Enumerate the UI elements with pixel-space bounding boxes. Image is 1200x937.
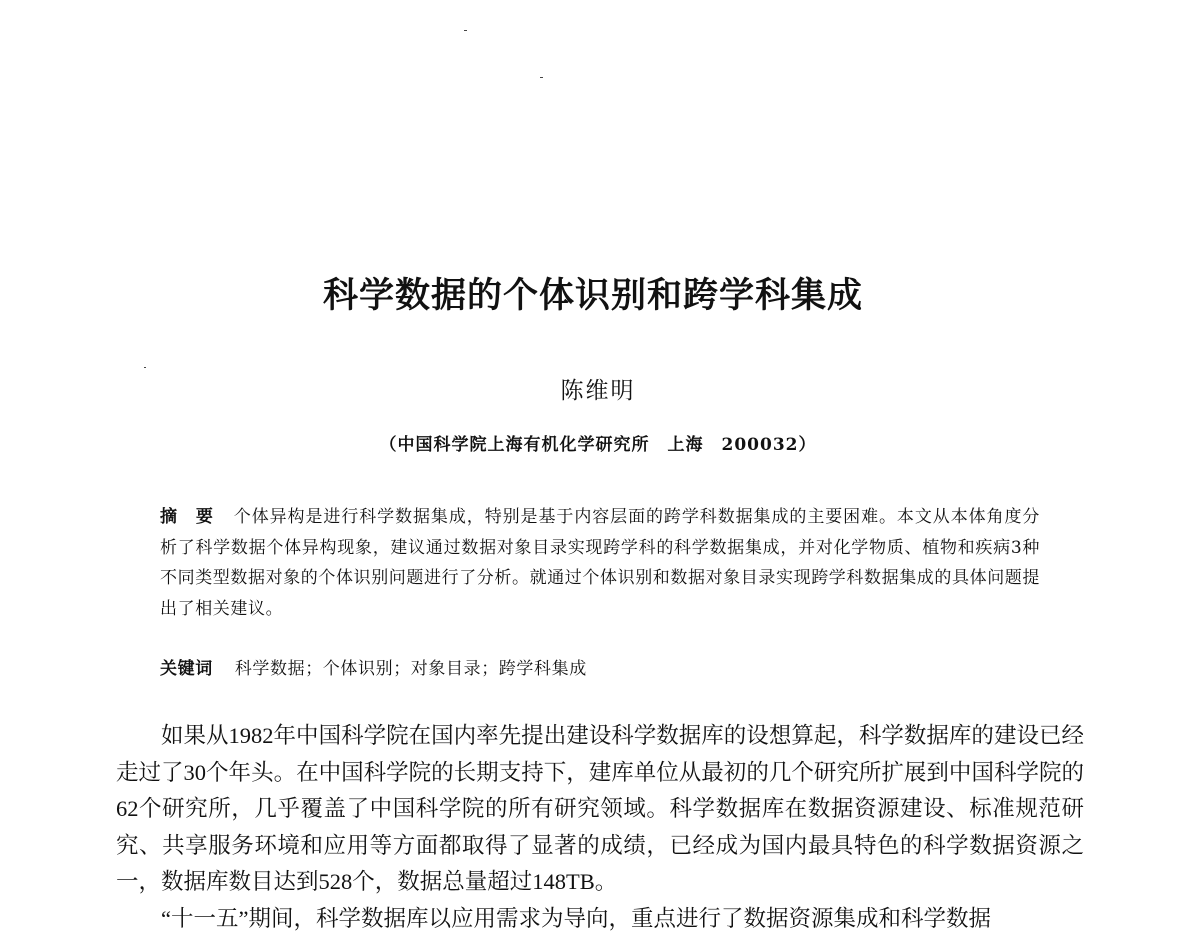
abstract-text: 个体异构是进行科学数据集成，特别是基于内容层面的跨学科数据集成的主要困难。本文从本体角度分析了科学数据个体异构现象，建议通过数据对象目录实现跨学科的科学数据集成，并对化学物质、植物和疾病3种不同类型数据对象的个体识别问题进行了分析。就通过个体识别和数据对象目录实现跨学科数据集成的具体问题提出了相关建议。	[160, 507, 1040, 619]
body-text	[116, 718, 1084, 937]
keywords	[160, 654, 1040, 679]
scan-speck	[464, 30, 467, 31]
keywords-label: 关键词	[160, 659, 213, 679]
abstract	[160, 502, 1040, 624]
author-name: 陈维明	[0, 372, 1196, 405]
body-paragraph: 如果从1982年中国科学院在国内率先提出建设科学数据库的设想算起，科学数据库的建设已经走过了30个年头。在中国科学院的长期支持下，建库单位从最初的几个研究所扩展到中国科学院的62个研究所，几乎覆盖了中国科学院的所有研究领域。科学数据库在数据资源建设、标准规范研究、共享服务环境和应用等方面都取得了显著的成绩，已经成为国内最具特色的科学数据资源之一，数据库数目达到528个，数据总量超过148TB。	[116, 718, 1084, 901]
scan-speck	[540, 77, 543, 78]
keywords-text: 科学数据；个体识别；对象目录；跨学科集成	[235, 659, 587, 679]
author-affiliation: （中国科学院上海有机化学研究所 上海 200032）	[0, 430, 1196, 455]
body-paragraph: “十一五”期间，科学数据库以应用需求为导向，重点进行了数据资源集成和科学数据	[116, 901, 1084, 937]
abstract-label: 摘 要	[160, 507, 214, 527]
paper-title: 科学数据的个体识别和跨学科集成	[0, 268, 1186, 318]
scan-speck	[144, 367, 146, 368]
